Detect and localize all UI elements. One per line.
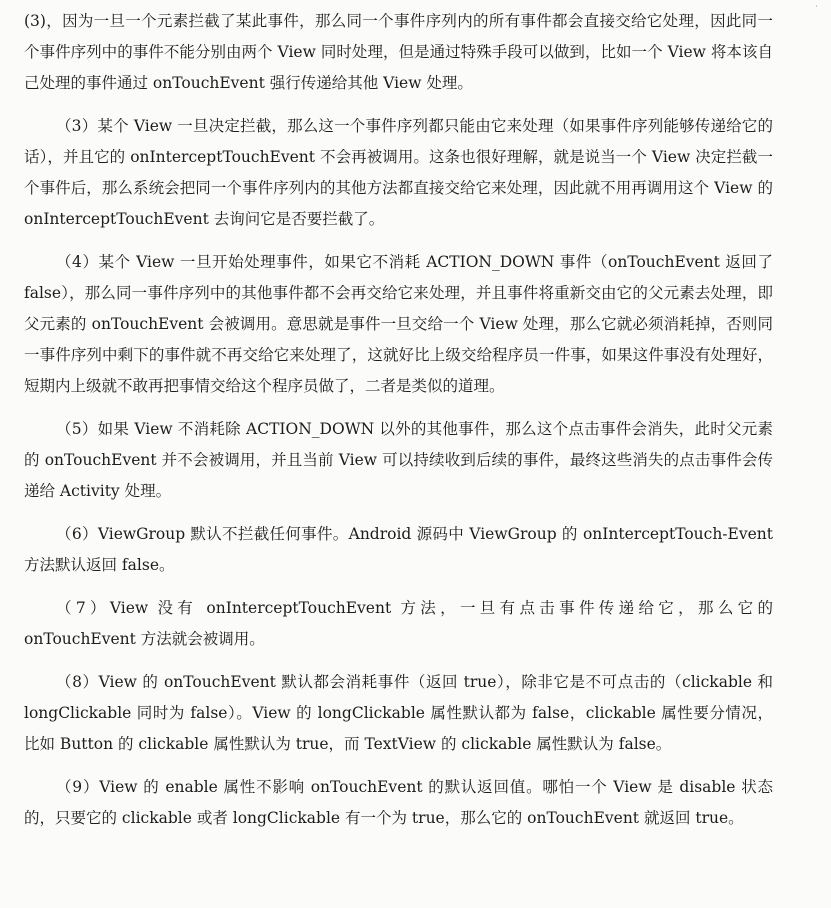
paragraph-rule-6: （6）ViewGroup 默认不拦截任何事件。Android 源码中 ViewGroup 的 onInterceptTouch-Event 方法默认返回 false。: [24, 525, 773, 574]
paragraph-rule-9: （9）View 的 enable 属性不影响 onTouchEvent 的默认返回值。哪怕一个 View 是 disable 状态的，只要它的 clickable 或者 longClickable 有一个为 true，那么它的 onTouchEvent 就返回 true。: [24, 778, 773, 827]
paragraph-rule-3b: （3）某个 View 一旦决定拦截，那么这一个事件序列都只能由它来处理（如果事件序列能够传递给它的话），并且它的 onInterceptTouchEvent 不会再被调用。这条也很好理解，就是说当一个 View 决定拦截一个事件后，那么系统会把同一个事件序列内的其他方法都直接交给它来处理，因此就不用再调用这个 View 的 onInterceptTouchEvent 去询问它是否要拦截了。: [24, 117, 773, 228]
paragraph-rule-4: （4）某个 View 一旦开始处理事件，如果它不消耗 ACTION_DOWN 事件（onTouchEvent 返回了 false），那么同一事件序列中的其他事件都不会再交给它来处理，并且事件将重新交由它的父元素去处理，即父元素的 onTouchEvent 会被调用。意思就是事件一旦交给一个 View 处理，那么它就必须消耗掉，否则同一事件序列中剩下的事件就不再交给它来处理了，这就好比上级交给程序员一件事，如果这件事没有处理好，短期内上级就不敢再把事情交给这个程序员做了，二者是类似的道理。: [24, 253, 773, 395]
paragraph-rule-3a: (3)，因为一旦一个元素拦截了某此事件，那么同一个事件序列内的所有事件都会直接交给它处理，因此同一个事件序列中的事件不能分别由两个 View 同时处理，但是通过特殊手段可以做到，比如一个 View 将本该自己处理的事件通过 onTouchEvent 强行传递给其他 View 处理。: [24, 12, 773, 92]
paragraph-rule-5: （5）如果 View 不消耗除 ACTION_DOWN 以外的其他事件，那么这个点击事件会消失，此时父元素的 onTouchEvent 并不会被调用，并且当前 View 可以持续收到后续的事件，最终这些消失的点击事件会传递给 Activity 处理。: [24, 420, 773, 500]
paragraph-rule-7: （7）View 没有 onInterceptTouchEvent 方法，一旦有点击事件传递给它，那么它的 onTouchEvent 方法就会被调用。: [24, 599, 773, 648]
paragraph-rule-8: （8）View 的 onTouchEvent 默认都会消耗事件（返回 true），除非它是不可点击的（clickable 和 longClickable 同时为 false）。View 的 longClickable 属性默认都为 false，clickable 属性要分情况，比如 Button 的 clickable 属性默认为 true，而 TextView 的 clickable 属性默认为 false。: [24, 673, 773, 753]
page-corner-mark: ·: [815, 2, 818, 12]
